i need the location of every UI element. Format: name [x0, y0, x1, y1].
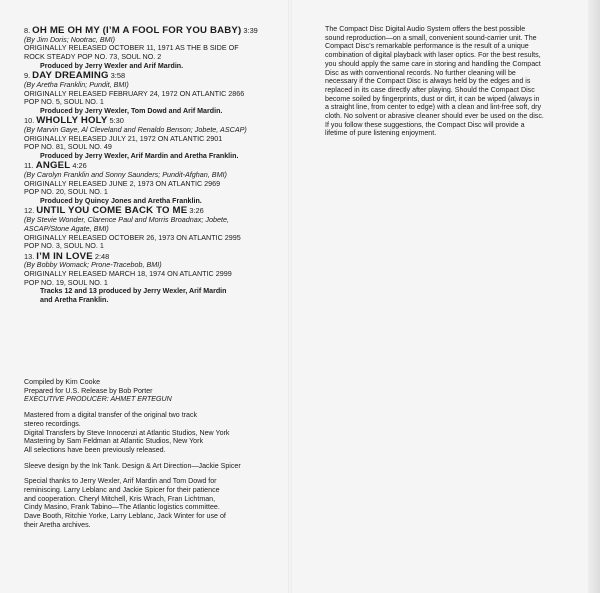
- thanks-line: Dave Booth, Ritchie Yorke, Larry Leblanc, Jack Winter for use of: [24, 512, 226, 521]
- track-item: [24, 72, 286, 116]
- track-producer: Produced by Jerry Wexler and Arif Mardin.: [40, 61, 184, 70]
- track-credit: (By Aretha Franklin; Pundit, BMI): [24, 79, 129, 89]
- track-number: 8.: [24, 26, 31, 35]
- track-item: [24, 117, 286, 161]
- notice-line: necessary if the Compact Disc is always held by the edges and is: [325, 77, 531, 86]
- notice-line: The Compact Disc Digital Audio System offers the best possible: [325, 25, 526, 33]
- notice-line: Compact Disc’s remarkable performance is the result of a unique: [325, 42, 529, 51]
- track-title: OH ME OH MY (I’M A FOOL FOR YOU BABY): [32, 25, 242, 36]
- track-title: DAY DREAMING: [32, 70, 109, 82]
- thanks-line: reminiscing. Larry Leblanc and Jackie Spicer for their patience: [24, 486, 220, 495]
- track-release: ORIGINALLY RELEASED OCTOBER 11, 1971 AS THE B SIDE OF: [24, 43, 239, 53]
- album-credits: [24, 378, 286, 537]
- sleeve-design: Sleeve design by the Ink Tank. Design & Art Direction—Jackie Spicer: [24, 461, 241, 470]
- previously-released-note: All selections have been previously released.: [24, 445, 166, 454]
- special-thanks: [24, 477, 286, 529]
- track-credit: (By Stevie Wonder, Clarence Paul and Morris Broadnax; Jobete,: [24, 215, 229, 225]
- credits-mastering: [24, 411, 286, 455]
- track-release: POP NO. 5, SOUL NO. 1: [24, 97, 104, 107]
- track-duration: 3:26: [189, 206, 204, 216]
- thanks-line: Special thanks to Jerry Wexler, Arif Mardin and Tom Dowd for: [24, 477, 217, 486]
- mastered-note: Mastered from a digital transfer of the original two track: [24, 411, 198, 420]
- track-release: ORIGINALLY RELEASED OCTOBER 26, 1973 ON ATLANTIC 2995: [24, 232, 241, 242]
- thanks-line: their Aretha archives.: [24, 520, 91, 529]
- notice-line: you should apply the same care in storing and handling the Compact: [325, 59, 541, 68]
- track-duration: 4:26: [72, 161, 87, 171]
- notice-line: lifetime of pure listening enjoyment.: [325, 129, 437, 138]
- compiled-by: Compiled by Kim Cooke: [24, 378, 101, 386]
- track-item: [24, 27, 286, 71]
- track-release: POP NO. 20, SOUL NO. 1: [24, 187, 108, 197]
- track-producer-continued: and Aretha Franklin.: [40, 296, 109, 305]
- track-number: 11.: [24, 161, 34, 171]
- notice-line: If you follow these suggestions, the Compact Disc will provide a: [325, 120, 525, 129]
- notice-line: replaced in its case directly after playing. Should the Compact Disc: [325, 85, 535, 94]
- track-number: 9.: [24, 71, 31, 81]
- notice-line: sound reproduction—on a small, convenient sound-carrier unit. The: [325, 33, 537, 42]
- track-release: ORIGINALLY RELEASED JUNE 2, 1973 ON ATLANTIC 2969: [24, 178, 221, 188]
- track-producer: Produced by Jerry Wexler, Tom Dowd and Arif Mardin.: [40, 106, 223, 115]
- compact-disc-notice: [325, 25, 593, 138]
- track-release: POP NO. 3, SOUL NO. 1: [24, 241, 104, 251]
- credits-design: [24, 462, 286, 471]
- track-producer: Tracks 12 and 13 produced by Jerry Wexler, Arif Mardin: [40, 287, 227, 296]
- track-title: I’M IN LOVE: [36, 250, 93, 262]
- mastering-credit: Mastering by Sam Feldman at Atlantic Studios, New York: [24, 437, 204, 446]
- track-number: 13.: [24, 251, 35, 261]
- notice-line: combination of digital playback with laser optics. For the best results,: [325, 51, 541, 60]
- track-title: ANGEL: [35, 160, 71, 172]
- executive-producer: EXECUTIVE PRODUCER: AHMET ERTEGUN: [24, 395, 172, 404]
- notice-line: Disc as with conventional records. No further cleaning will be: [325, 68, 516, 77]
- track-item: [24, 250, 286, 305]
- track-credit: (By Marvin Gaye, Al Cleveland and Renaldo Benson; Jobete, ASCAP): [24, 124, 247, 134]
- notice-line: become soiled by fingerprints, dust or dirt, it can be wiped (always in: [325, 94, 540, 103]
- track-item: [24, 207, 286, 251]
- track-credit-continued: ASCAP/Stone Agate, BMI): [24, 223, 109, 233]
- booklet-fold: [288, 0, 292, 593]
- track-producer: Produced by Jerry Wexler, Arif Mardin and Aretha Franklin.: [40, 152, 239, 161]
- track-credit: (By Jim Doris; Nootrac, BMI): [24, 34, 116, 44]
- track-title: UNTIL YOU COME BACK TO ME: [36, 205, 188, 217]
- thanks-line: and cooperation. Cheryl Mitchell, Kris Wrach, Fran Lichtman,: [24, 494, 216, 503]
- track-release: ORIGINALLY RELEASED FEBRUARY 24, 1972 ON ATLANTIC 2866: [24, 88, 245, 98]
- track-number: 12.: [24, 206, 35, 216]
- track-number: 10.: [24, 116, 35, 126]
- track-listing: [24, 27, 286, 306]
- track-title: WHOLLY HOLY: [36, 115, 108, 127]
- track-item: [24, 162, 286, 206]
- track-release: POP NO. 19, SOUL NO. 1: [24, 277, 108, 287]
- track-duration: 2:48: [94, 251, 110, 261]
- mastered-note-continued: stereo recordings.: [24, 419, 81, 428]
- track-producer: Produced by Quincy Jones and Aretha Franklin.: [40, 197, 202, 206]
- track-credit: (By Bobby Womack; Prone-Tracebob, BMI): [24, 260, 162, 270]
- thanks-line: Cindy Masino, Frank Tabino—The Atlantic logistics committee.: [24, 503, 220, 512]
- prepared-by: Prepared for U.S. Release by Bob Porter: [24, 386, 153, 395]
- track-credit: (By Carolyn Franklin and Sonny Saunders; Pundit-Afghan, BMI): [24, 170, 227, 180]
- track-duration: 5:30: [109, 116, 124, 126]
- credits-compilation: [24, 378, 286, 404]
- notice-line: a straight line, from center to edge) with a clean and lint-free soft, dry: [325, 103, 542, 112]
- digital-transfers: Digital Transfers by Steve Innocenzi at Atlantic Studios, New York: [24, 428, 230, 437]
- track-duration: 3:58: [110, 71, 126, 81]
- track-release: ROCK STEADY POP NO. 73, SOUL NO. 2: [24, 52, 162, 62]
- track-release: POP NO. 81, SOUL NO. 49: [24, 142, 112, 152]
- track-duration: 3:39: [243, 26, 258, 35]
- track-release: ORIGINALLY RELEASED JULY 21, 1972 ON ATLANTIC 2901: [24, 133, 223, 143]
- track-release: ORIGINALLY RELEASED MARCH 18, 1974 ON ATLANTIC 2999: [24, 268, 232, 278]
- notice-line: cloth. No solvent or abrasive cleaner should ever be used on the disc.: [325, 112, 544, 121]
